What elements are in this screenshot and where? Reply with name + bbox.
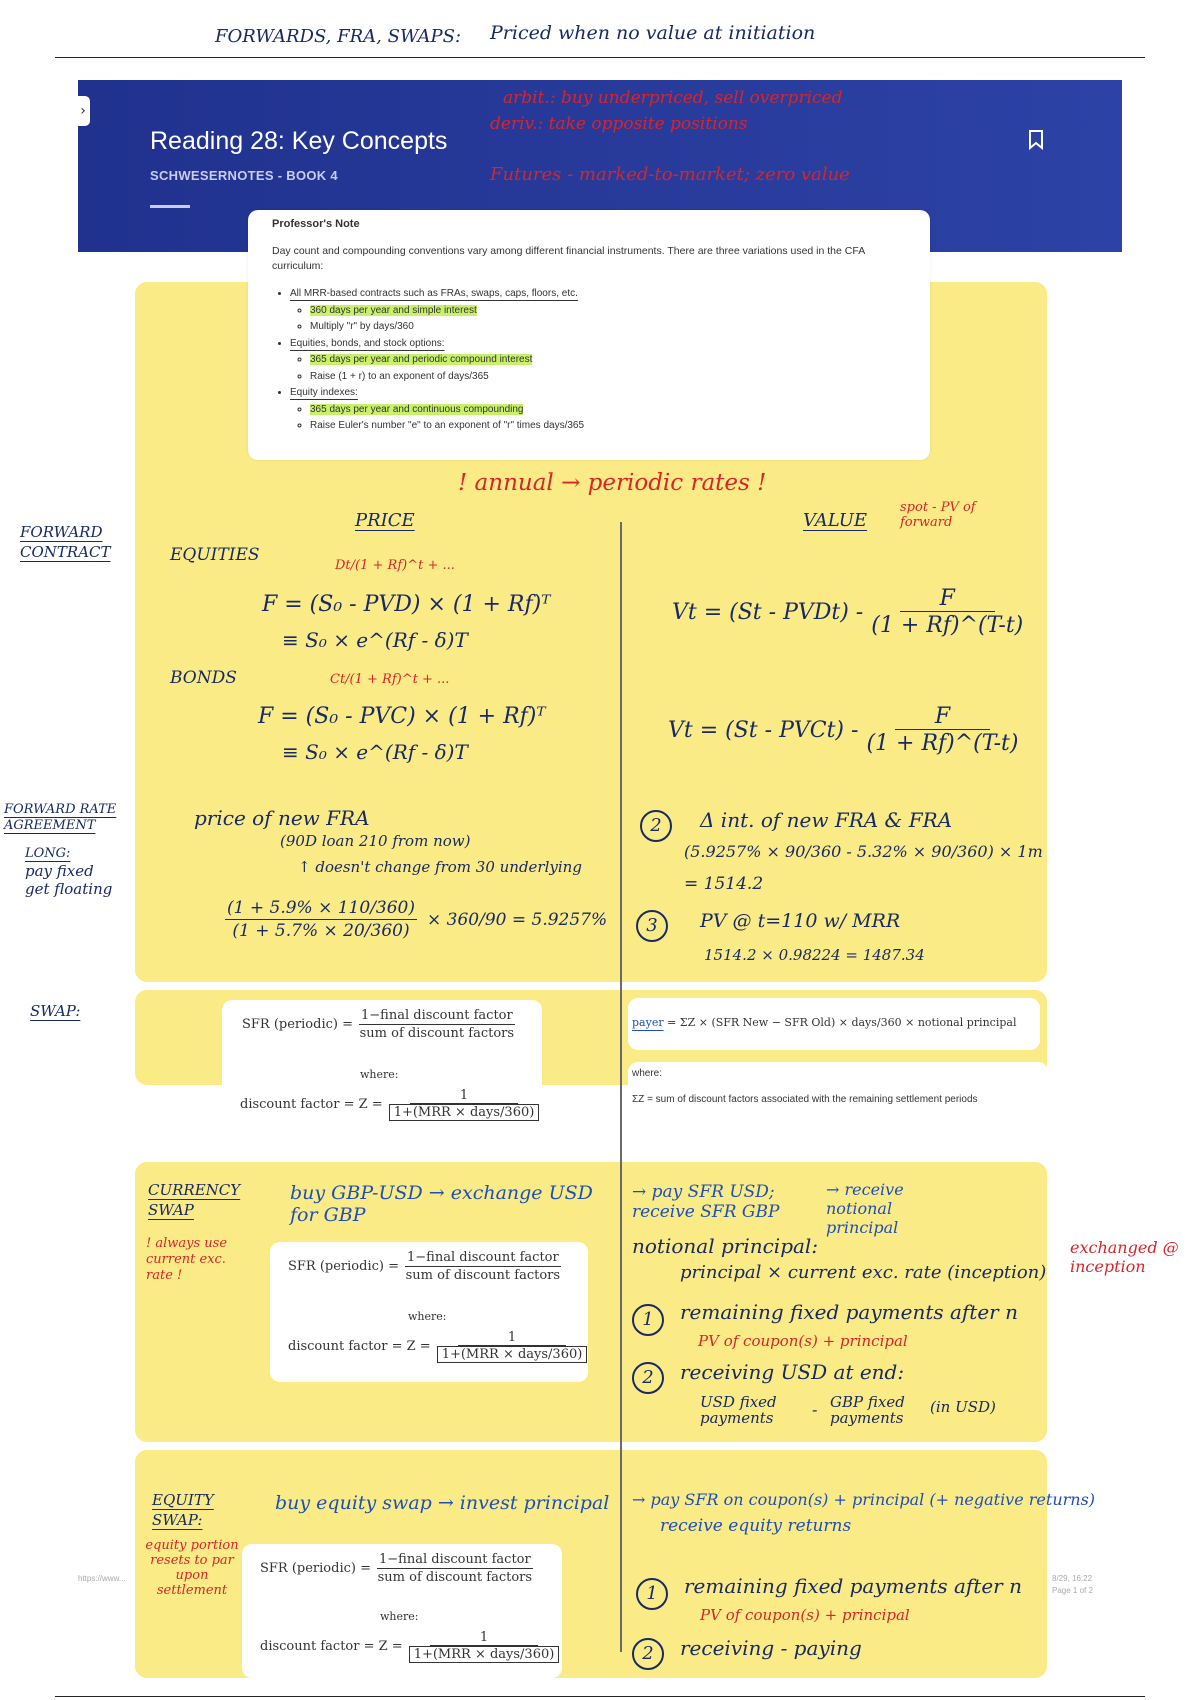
equity-price-continuous: ≡ S₀ × e^(Rf - δ)T bbox=[282, 628, 468, 652]
pvc-note: Ct/(1 + Rf)^t + ... bbox=[330, 672, 450, 687]
fra-price-sub: (90D loan 210 from now) bbox=[280, 832, 471, 850]
currency-swap-label: CURRENCY SWAP bbox=[148, 1181, 241, 1219]
currency-step2-minus: - bbox=[812, 1400, 818, 1419]
equity-step2: receiving - paying bbox=[680, 1636, 862, 1660]
equity-value-denominator: (1 + Rf)^(T-t) bbox=[871, 613, 1024, 638]
equity-discount-factor-left: discount factor = Z = bbox=[260, 1639, 403, 1654]
equity-discount-factor-denominator: 1+(MRR × days/360) bbox=[409, 1646, 560, 1663]
annot-arbitrage: arbit.: buy underpriced, sell overpriced bbox=[503, 88, 843, 108]
fra-price-sub2: ↑ doesn't change from 30 underlying bbox=[298, 858, 582, 876]
currency-discount-factor-numerator: 1 bbox=[458, 1330, 566, 1346]
currency-sfr-left: SFR (periodic) = bbox=[288, 1259, 399, 1274]
notional-principal-desc: principal × current exc. rate (inception) bbox=[680, 1262, 1047, 1283]
fra-step2-number: 2 bbox=[640, 810, 672, 842]
fra-calc-result: × 360/90 = 5.9257% bbox=[427, 909, 608, 930]
currency-discount-factor-left: discount factor = Z = bbox=[288, 1339, 431, 1354]
expand-chevron-icon[interactable]: › bbox=[76, 96, 90, 126]
header-note: Priced when no value at initiation bbox=[490, 22, 816, 44]
discount-factor-denominator: 1+(MRR × days/360) bbox=[389, 1104, 540, 1121]
currency-pay: → pay SFR USD; receive SFR GBP bbox=[632, 1182, 780, 1222]
equity-sfr-formula bbox=[260, 1552, 533, 1585]
payer-where: where: bbox=[632, 1068, 663, 1079]
fra-calc-numerator: (1 + 5.9% × 110/360) bbox=[227, 898, 415, 918]
list-item: ◦ 365 days per year and periodic compound interest bbox=[310, 352, 584, 369]
currency-sfr-denominator: sum of discount factors bbox=[405, 1268, 561, 1283]
list-item: ◦ 365 days per year and continuous compounding bbox=[310, 402, 584, 419]
currency-sfr-card bbox=[270, 1242, 588, 1382]
equity-sfr-card bbox=[242, 1544, 562, 1678]
bond-value-denominator: (1 + Rf)^(T-t) bbox=[866, 731, 1019, 756]
equity-step2-number: 2 bbox=[632, 1638, 664, 1670]
list-item: ◦ Raise (1 + r) to an exponent of days/365 bbox=[310, 369, 584, 386]
fra-calc-denominator: (1 + 5.7% × 20/360) bbox=[232, 921, 410, 941]
sfr-formula bbox=[242, 1008, 515, 1041]
equity-sfr-where: where: bbox=[380, 1610, 419, 1623]
value-note: spot - PV of forward bbox=[900, 500, 976, 530]
value-column-heading: VALUE bbox=[803, 510, 868, 531]
equity-buy: buy equity swap → invest principal bbox=[275, 1492, 610, 1514]
sfr-numerator: 1−final discount factor bbox=[361, 1008, 513, 1023]
footer-page: Page 1 of 2 bbox=[1052, 1586, 1093, 1595]
professor-note-intro: Day count and compounding conventions vary among different financial instruments. There are three variations used in the CFA curriculum: bbox=[272, 245, 865, 272]
sfr-left: SFR (periodic) = bbox=[242, 1017, 353, 1032]
currency-step1-sub: PV of coupon(s) + principal bbox=[698, 1332, 908, 1350]
fra-step2-result: = 1514.2 bbox=[684, 874, 764, 894]
footer-rule bbox=[55, 1696, 1145, 1697]
annot-futures: Futures - marked-to-market; zero value bbox=[490, 164, 850, 185]
fra-step3-title: PV @ t=110 w/ MRR bbox=[700, 910, 901, 932]
banner-title: Reading 28: Key Concepts bbox=[150, 127, 448, 155]
equity-sfr-denominator: sum of discount factors bbox=[377, 1570, 533, 1585]
fra-calc bbox=[225, 898, 607, 941]
bonds-label: BONDS bbox=[170, 668, 237, 688]
notional-principal-title: notional principal: bbox=[632, 1234, 819, 1258]
convention-mrr: • All MRR-based contracts such as FRAs, swaps, caps, floors, etc. ◦ 360 days per year and simple interest ◦ Multiply "r" by days/360 bbox=[290, 286, 584, 336]
fra-step2-calc: (5.9257% × 90/360 - 5.32% × 90/360) × 1m bbox=[684, 842, 1043, 861]
sfr-where: where: bbox=[360, 1068, 399, 1081]
payer-definition: ΣZ = sum of discount factors associated with the remaining settlement periods bbox=[632, 1094, 978, 1105]
currency-discount-factor-denominator: 1+(MRR × days/360) bbox=[437, 1346, 588, 1363]
payer-label: payer bbox=[632, 1016, 664, 1029]
equity-pay: → pay SFR on coupon(s) + principal (+ negative returns) bbox=[632, 1490, 1096, 1509]
currency-sfr-where: where: bbox=[408, 1310, 447, 1323]
fra-step2-title: Δ int. of new FRA & FRA bbox=[700, 808, 953, 832]
professor-note-card bbox=[248, 210, 930, 460]
equity-value-formula bbox=[672, 586, 1023, 638]
annot-derivatives: deriv.: take opposite positions bbox=[490, 114, 748, 134]
header-title: FORWARDS, FRA, SWAPS: bbox=[215, 26, 462, 47]
currency-step2-unit: (in USD) bbox=[930, 1398, 996, 1416]
banner-accent-line bbox=[150, 205, 190, 208]
annual-periodic-note: ! annual → periodic rates ! bbox=[458, 470, 767, 496]
sfr-denominator: sum of discount factors bbox=[359, 1026, 515, 1041]
equity-price-formula: F = (S₀ - PVD) × (1 + Rf)ᵀ bbox=[262, 592, 551, 617]
equity-value-numerator: F bbox=[900, 586, 995, 612]
currency-swap-note: ! always use current exc. rate ! bbox=[146, 1236, 228, 1283]
bookmark-icon[interactable] bbox=[1028, 130, 1044, 150]
equity-discount-factor-formula bbox=[260, 1630, 559, 1663]
discount-factor-left: discount factor = Z = bbox=[240, 1097, 383, 1112]
price-column-heading: PRICE bbox=[355, 510, 415, 531]
bond-value-left: Vt = (St - PVCt) - bbox=[668, 717, 859, 743]
sfr-formula-card bbox=[222, 1000, 542, 1140]
currency-step2-number: 2 bbox=[632, 1362, 664, 1394]
forward-contract-label: FORWARD CONTRACT bbox=[20, 523, 111, 561]
currency-step2-usd: USD fixed payments bbox=[700, 1393, 777, 1427]
convention-list bbox=[268, 286, 584, 435]
footer-url: https://www... bbox=[78, 1574, 126, 1583]
currency-sfr-formula bbox=[288, 1250, 561, 1283]
currency-step1-number: 1 bbox=[632, 1304, 664, 1336]
fra-price-title: price of new FRA bbox=[194, 806, 370, 830]
equity-value-left: Vt = (St - PVDt) - bbox=[672, 599, 864, 625]
column-divider bbox=[620, 522, 622, 1652]
banner-subtitle: SCHWESERNOTES - BOOK 4 bbox=[150, 168, 338, 183]
swap-label: SWAP: bbox=[30, 1002, 81, 1020]
currency-sfr-numerator: 1−final discount factor bbox=[407, 1250, 559, 1265]
header-rule bbox=[55, 57, 1145, 58]
fra-step3-calc: 1514.2 × 0.98224 = 1487.34 bbox=[704, 946, 925, 964]
discount-factor-formula bbox=[240, 1088, 539, 1121]
equity-swap-note: equity portion resets to par upon settlement bbox=[145, 1538, 239, 1598]
discount-factor-numerator: 1 bbox=[410, 1088, 518, 1104]
convention-indexes: • Equity indexes: ◦ 365 days per year and continuous compounding ◦ Raise Euler's number "e" to an exponent of "r" times days/365 bbox=[290, 385, 584, 435]
convention-equities: • Equities, bonds, and stock options: ◦ 365 days per year and periodic compound interest ◦ Raise (1 + r) to an exponent of days/365 bbox=[290, 336, 584, 386]
equity-sfr-left: SFR (periodic) = bbox=[260, 1561, 371, 1576]
bond-value-numerator: F bbox=[895, 704, 990, 730]
equity-step1: remaining fixed payments after n bbox=[684, 1574, 1022, 1598]
equity-swap-label: EQUITY SWAP: bbox=[152, 1491, 214, 1529]
equity-step1-number: 1 bbox=[636, 1578, 668, 1610]
equity-step1-sub: PV of coupon(s) + principal bbox=[700, 1606, 910, 1624]
list-item: ◦ Multiply "r" by days/360 bbox=[310, 319, 584, 336]
equity-discount-factor-numerator: 1 bbox=[430, 1630, 538, 1646]
currency-discount-factor-formula bbox=[288, 1330, 587, 1363]
fra-long-pay: pay fixed bbox=[25, 862, 94, 880]
bond-price-continuous: ≡ S₀ × e^(Rf - δ)T bbox=[282, 740, 468, 764]
currency-step2: receiving USD at end: bbox=[680, 1360, 905, 1384]
fra-long-label: LONG: bbox=[25, 846, 71, 861]
fra-step3-number: 3 bbox=[636, 910, 668, 942]
payer-formula-text: = ΣZ × (SFR New − SFR Old) × days/360 × notional principal bbox=[667, 1016, 1017, 1029]
fra-long-get: get floating bbox=[25, 880, 113, 898]
currency-step1: remaining fixed payments after n bbox=[680, 1300, 1018, 1324]
professor-note-title: Professor's Note bbox=[272, 218, 360, 230]
exchanged-note: exchanged @ inception bbox=[1070, 1238, 1179, 1276]
bond-value-formula bbox=[668, 704, 1018, 756]
currency-step2-gbp: GBP fixed payments bbox=[830, 1393, 905, 1427]
equity-receive: receive equity returns bbox=[660, 1516, 852, 1536]
footer-date: 8/29, 16:22 bbox=[1052, 1574, 1093, 1583]
currency-receive: → receive notional principal bbox=[826, 1180, 904, 1237]
payer-formula bbox=[632, 1016, 1016, 1029]
currency-buy: buy GBP-USD → exchange USD for GBP bbox=[290, 1182, 593, 1226]
list-item: ◦ Raise Euler's number "e" to an exponent of "r" times days/365 bbox=[310, 418, 584, 435]
payer-formula-card bbox=[628, 998, 1040, 1050]
list-item: ◦ 360 days per year and simple interest bbox=[310, 303, 584, 320]
pvd-note: Dt/(1 + Rf)^t + ... bbox=[335, 558, 455, 573]
fra-label: FORWARD RATE AGREEMENT bbox=[4, 802, 117, 833]
payer-where-card bbox=[628, 1062, 1048, 1116]
equities-label: EQUITIES bbox=[170, 545, 260, 565]
bond-price-formula: F = (S₀ - PVC) × (1 + Rf)ᵀ bbox=[258, 704, 546, 729]
equity-sfr-numerator: 1−final discount factor bbox=[379, 1552, 531, 1567]
